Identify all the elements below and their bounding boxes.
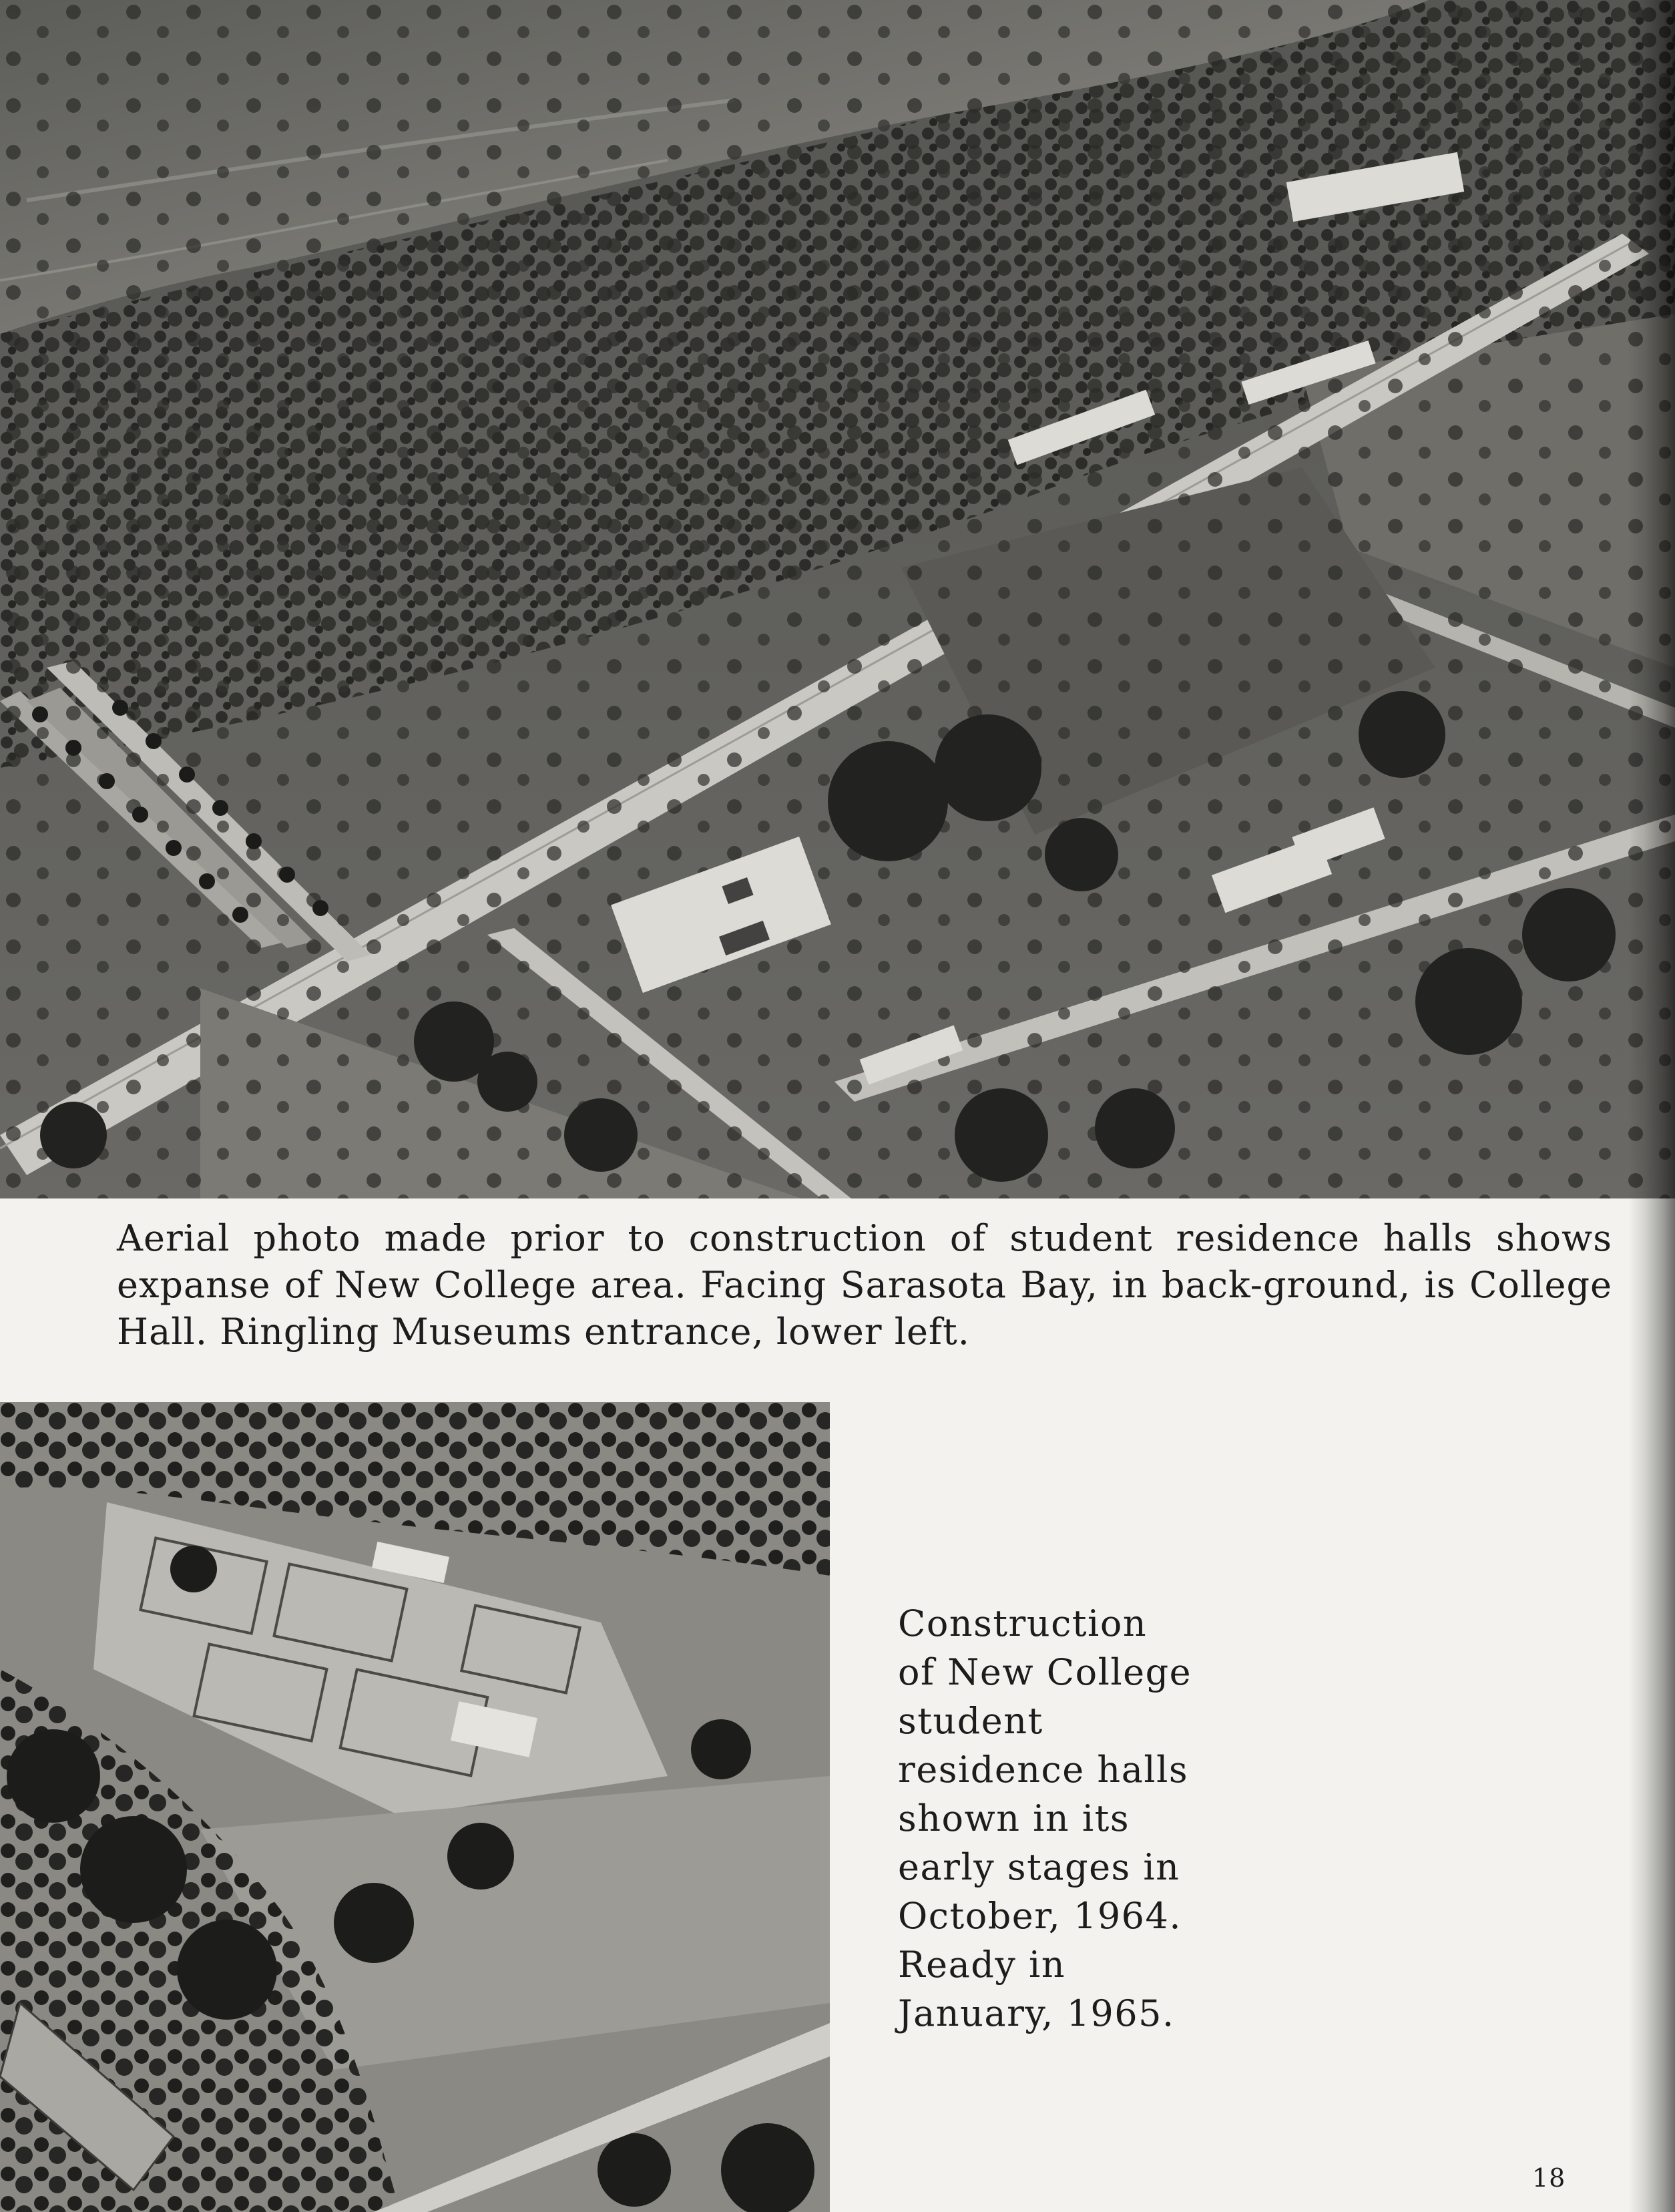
construction-caption-line: Construction bbox=[898, 1602, 1148, 1644]
construction-caption-line: October, 1964. bbox=[898, 1895, 1182, 1937]
construction-caption bbox=[898, 1599, 1312, 2038]
construction-caption-line: Ready in bbox=[898, 1944, 1066, 1986]
construction-caption-line: of New College bbox=[898, 1651, 1192, 1693]
construction-caption-line: student bbox=[898, 1700, 1043, 1742]
page-number: 18 bbox=[1532, 2163, 1566, 2193]
construction-caption-line: early stages in bbox=[898, 1846, 1180, 1888]
construction-caption-line: January, 1965. bbox=[898, 1992, 1175, 2034]
construction-caption-line: shown in its bbox=[898, 1797, 1130, 1839]
construction-photo-icon bbox=[0, 1402, 830, 2212]
construction-caption-line: residence halls bbox=[898, 1749, 1189, 1791]
construction-photo bbox=[0, 1402, 830, 2212]
binding-edge-shadow bbox=[1628, 0, 1675, 2212]
main-photo-caption: Aerial photo made prior to construction of student residence halls shows expanse of New College area. Facing Sarasota Bay, in back-ground, is College Hall. Ringling Museums entrance, lower left. bbox=[117, 1217, 1612, 1353]
